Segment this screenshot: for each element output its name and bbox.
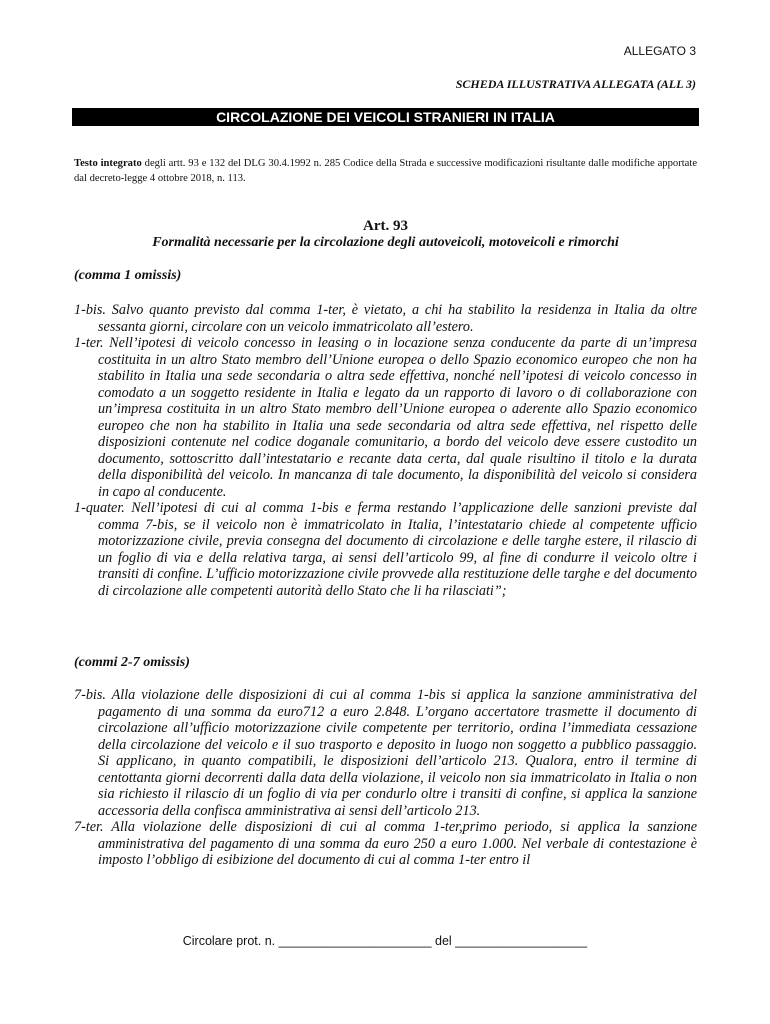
scheda-label: SCHEDA ILLUSTRATIVA ALLEGATA (ALL 3) (455, 77, 696, 91)
article-number: Art. 93 (363, 218, 408, 234)
paragraph-1-quater: 1-quater. Nell’ipotesi di cui al comma 1-bis e ferma restando l’applicazione delle sanzioni previste dal comma 7-bis, se il veicolo non è immatricolato in Italia, l’intestatario chiede al competente ufficio motorizzazione civile, previa consegna del documento di circolazione e delle targhe estere, il rilascio di un foglio di via e della relativa targa, ai sensi dell’articolo 99, al fine di condurre il veicolo oltre i transiti di confine. L’ufficio motorizzazione civile provvede alla restituzione delle targhe e del documento di circolazione alle competenti autorità dello Stato che li ha rilasciati”; (74, 500, 697, 599)
paragraphs-group-2 (74, 687, 697, 869)
footer-circolare: Circolare prot. n. ______________________ del ___________________ (182, 934, 588, 948)
paragraphs-group-1 (74, 302, 697, 599)
intro-text: degli artt. 93 e 132 del DLG 30.4.1992 n. 285 Codice della Strada e successive modificazioni risultante dalle modifiche apportate dal decreto-legge 4 ottobre 2018, n. 113. (74, 158, 698, 184)
omissis-commi-2-7: (commi 2-7 omissis) (74, 655, 190, 670)
paragraph-7-bis: 7-bis. Alla violazione delle disposizioni di cui al comma 1-bis si applica la sanzione amministrativa del pagamento di una somma da euro712 a euro 2.848. L’organo accertatore trasmette il documento di circolazione all’ufficio motorizzazione civile competente per territorio, ordina l’immediata cessazione della circolazione del veicolo e il suo trasporto e deposito in luogo non soggetto a pubblico passaggio. Si applicano, in quanto compatibili, le disposizioni dell’articolo 213. Qualora, entro il termine di centottanta giorni decorrenti dalla data della violazione, il veicolo non sia immatricolato in Italia o non sia richiesto il rilascio di un foglio di via per condurlo oltre i transiti di confine, si applica la sanzione accessoria della confisca amministrativa ai sensi dell’articolo 213. (74, 687, 697, 819)
paragraph-1-ter: 1-ter. Nell’ipotesi di veicolo concesso in leasing o in locazione senza conducente da parte di un’impresa costituita in un altro Stato membro dell’Unione europea o dello Spazio economico europeo che non ha stabilito in Italia una sede secondaria o altra sede effettiva, nonché nell’ipotesi di veicolo concesso in comodato a un soggetto residente in Italia e legato da un rapporto di lavoro o di collaborazione con un’impresa costituita in un altro Stato membro dell’Unione europea o aderente allo Spazio economico europeo che non ha stabilito in Italia una sede secondaria od altra sede effettiva, nel rispetto delle disposizioni contenute nel codice doganale comunitario, a bordo del veicolo deve essere custodito un documento, sottoscritto dall’intestatario e recante data certa, dal quale risultino il titolo e la durata della disponibilità del veicolo. In mancanza di tale documento, la disponibilità del veicolo si considera in capo al conducente. (74, 335, 697, 500)
omissis-comma-1: (comma 1 omissis) (74, 268, 182, 283)
intro-bold-label: Testo integrato (74, 158, 142, 169)
paragraph-7-ter: 7-ter. Alla violazione delle disposizioni di cui al comma 1-ter,primo periodo, si applica la sanzione amministrativa del pagamento di una somma da euro 250 a euro 1.000. Nel verbale di contestazione è imposto l’obbligo di esibizione del documento di cui al comma 1-ter entro il (74, 819, 697, 868)
paragraph-1-bis: 1-bis. Salvo quanto previsto dal comma 1-ter, è vietato, a chi ha stabilito la residenza in Italia da oltre sessanta giorni, circolare con un veicolo immatricolato all’estero. (74, 302, 697, 335)
document-title: CIRCOLAZIONE DEI VEICOLI STRANIERI IN ITALIA (72, 108, 699, 126)
article-subtitle: Formalità necessarie per la circolazione degli autoveicoli, motoveicoli e rimorchi (152, 235, 619, 250)
intro-paragraph (74, 156, 697, 186)
allegato-label: ALLEGATO 3 (623, 44, 696, 58)
